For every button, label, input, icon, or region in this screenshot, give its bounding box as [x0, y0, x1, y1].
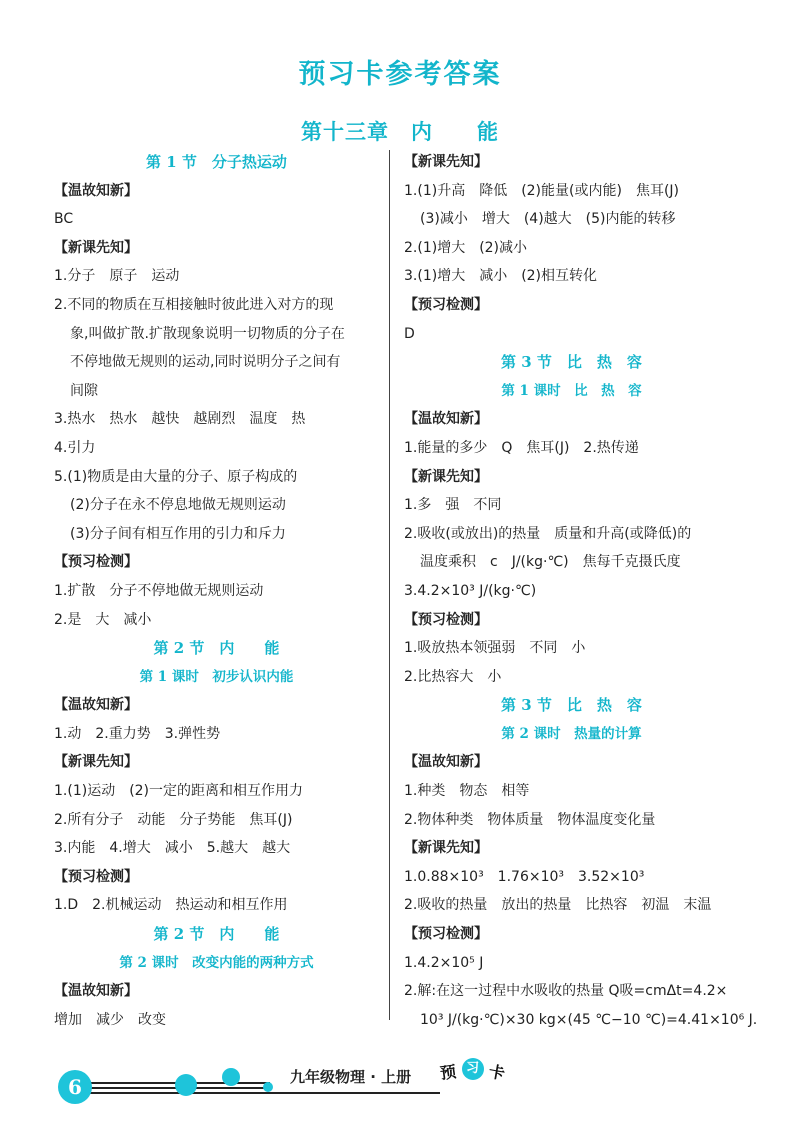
section-heading: 第 3 节 比 热 容	[501, 696, 642, 715]
answer-line: 3.(1)增大 减小 (2)相互转化	[404, 268, 598, 285]
column-divider	[389, 150, 390, 1020]
answer-line: 2.吸收(或放出)的热量 质量和升高(或降低)的	[404, 525, 692, 542]
logo	[440, 1060, 505, 1086]
lesson-heading: 第 2 课时 改变内能的两种方式	[119, 954, 314, 971]
footer-line	[80, 1092, 440, 1094]
answer-line: 2.(1)增大 (2)减小	[404, 239, 528, 256]
answer-line: (3)减小 增大 (4)越大 (5)内能的转移	[420, 211, 676, 228]
answer-line: 4.引力	[54, 439, 96, 456]
answer-line: 2.吸收的热量 放出的热量 比热容 初温 末温	[404, 897, 712, 914]
part-heading: 【温故知新】	[54, 697, 138, 714]
section-heading: 第 2 节 内 能	[153, 639, 280, 658]
answer-line: BC	[54, 211, 74, 228]
part-heading: 【预习检测】	[404, 926, 488, 943]
answer-line: 象,叫做扩散.扩散现象说明一切物质的分子在	[70, 325, 345, 342]
right-column	[404, 148, 758, 1034]
part-heading: 【新课先知】	[404, 154, 488, 170]
answer-line: 2.物体种类 物体质量 物体温度变化量	[404, 811, 656, 828]
answer-line: 3.热水 热水 越快 越剧烈 温度 热	[54, 411, 306, 428]
part-heading: 【新课先知】	[54, 754, 138, 771]
answer-line: 1.0.88×10³ 1.76×10³ 3.52×10³	[404, 868, 645, 885]
part-heading: 【预习检测】	[404, 296, 488, 313]
answer-line: 1.扩散 分子不停地做无规则运动	[54, 582, 264, 599]
part-heading: 【新课先知】	[404, 468, 488, 485]
left-column	[54, 148, 379, 1034]
part-heading: 【温故知新】	[404, 754, 488, 771]
part-heading: 【预习检测】	[404, 611, 488, 628]
decor-circle	[263, 1082, 273, 1092]
part-heading: 【温故知新】	[54, 983, 138, 1000]
answer-line: 间隙	[70, 382, 98, 399]
answer-line: 1.4.2×10⁵ J	[404, 954, 484, 971]
answer-line: 1.(1)升高 降低 (2)能量(或内能) 焦耳(J)	[404, 182, 679, 199]
section-heading: 第 3 节 比 热 容	[501, 353, 642, 372]
part-heading: 【新课先知】	[54, 239, 138, 256]
section-heading: 第 1 节 分子热运动	[146, 153, 287, 171]
section-heading: 第 2 节 内 能	[153, 925, 280, 944]
answer-line: 1.(1)运动 (2)一定的距离和相互作用力	[54, 783, 304, 800]
answer-line: 2.解:在这一过程中水吸收的热量 Q吸=cmΔt=4.2×	[404, 983, 728, 1000]
answer-line: (2)分子在永不停息地做无规则运动	[70, 497, 286, 514]
answer-line: 1.多 强 不同	[404, 497, 502, 514]
answer-line: 1.能量的多少 Q 焦耳(J) 2.热传递	[404, 439, 639, 456]
answer-line: 增加 减少 改变	[54, 1011, 166, 1028]
decor-circle	[222, 1068, 240, 1086]
answer-line: 10³ J/(kg·℃)×30 kg×(45 ℃−10 ℃)=4.41×10⁶ J.	[420, 1011, 758, 1028]
lesson-heading: 第 2 课时 热量的计算	[501, 725, 642, 742]
logo-char: 卡	[487, 1061, 507, 1084]
decor-circle	[175, 1074, 197, 1096]
answer-line: 3.4.2×10³ J/(kg·℃)	[404, 582, 537, 599]
answer-line: 1.种类 物态 相等	[404, 783, 530, 800]
book-title: 九年级物理 · 上册	[290, 1068, 412, 1086]
part-heading: 【新课先知】	[404, 840, 488, 857]
page-title: 预习卡参考答案	[298, 59, 502, 90]
answer-line: D	[404, 325, 415, 342]
part-heading: 【温故知新】	[54, 182, 138, 199]
answer-line: 2.不同的物质在互相接触时彼此进入对方的现	[54, 296, 334, 313]
answer-line: 2.比热容大 小	[404, 668, 502, 685]
answer-line: 1.动 2.重力势 3.弹性势	[54, 725, 221, 742]
logo-char: 习	[462, 1058, 484, 1080]
page-number: 6	[58, 1070, 92, 1104]
answer-line: 2.是 大 减小	[54, 611, 152, 628]
lesson-heading: 第 1 课时 比 热 容	[501, 382, 642, 399]
answer-line: (3)分子间有相互作用的引力和斥力	[70, 525, 286, 542]
page-footer	[0, 1060, 800, 1110]
answer-line: 1.分子 原子 运动	[54, 268, 180, 285]
answer-line: 温度乘积 c J/(kg·℃) 焦每千克摄氏度	[420, 554, 681, 571]
answer-line: 1.D 2.机械运动 热运动和相互作用	[54, 897, 288, 914]
part-heading: 【预习检测】	[54, 554, 138, 571]
answer-line: 2.所有分子 动能 分子势能 焦耳(J)	[54, 811, 293, 828]
chapter-heading: 第十三章 内 能	[301, 119, 499, 144]
answer-line: 不停地做无规则的运动,同时说明分子之间有	[70, 354, 341, 371]
part-heading: 【温故知新】	[404, 411, 488, 428]
lesson-heading: 第 1 课时 初步认识内能	[139, 668, 294, 685]
part-heading: 【预习检测】	[54, 868, 138, 885]
logo-char: 预	[438, 1061, 458, 1084]
answer-line: 3.内能 4.增大 减小 5.越大 越大	[54, 840, 291, 857]
answer-line: 5.(1)物质是由大量的分子、原子构成的	[54, 468, 298, 485]
answer-line: 1.吸放热本领强弱 不同 小	[404, 640, 586, 657]
